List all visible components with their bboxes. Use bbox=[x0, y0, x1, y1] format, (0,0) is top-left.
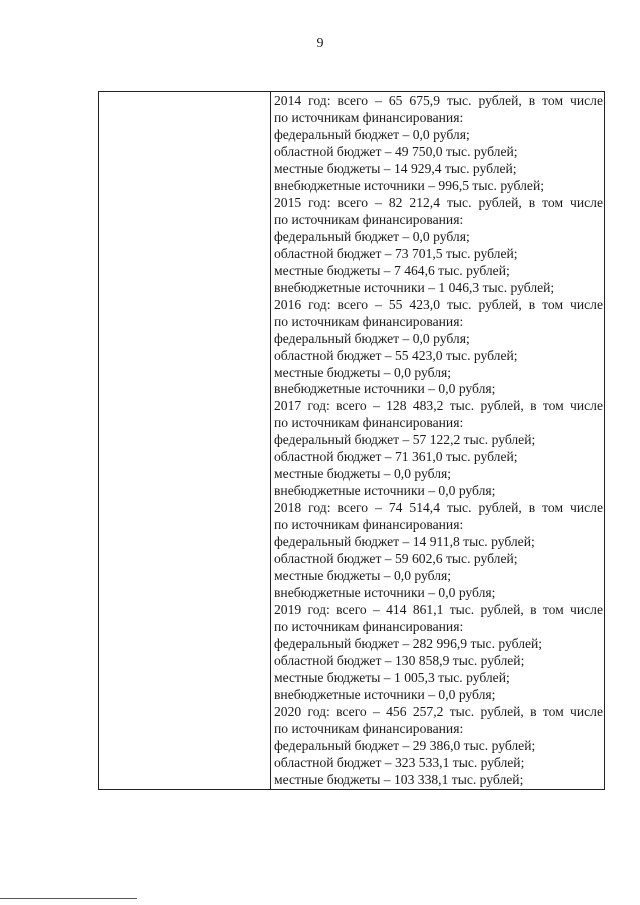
funding-line: областной бюджет – 49 750,0 тыс. рублей; bbox=[274, 143, 518, 159]
funding-line: федеральный бюджет – 14 911,8 тыс. рублей; bbox=[274, 534, 535, 550]
funding-line: по источникам финансирования: bbox=[274, 720, 464, 736]
funding-line: внебюджетные источники – 0,0 рубля; bbox=[274, 585, 496, 601]
funding-line: местные бюджеты – 0,0 рубля; bbox=[274, 568, 452, 584]
funding-line: по источникам финансирования: bbox=[274, 517, 464, 533]
funding-line: по источникам финансирования: bbox=[274, 415, 464, 431]
funding-line: 2014 год: всего – 65 675,9 тыс. рублей, в том числе bbox=[274, 93, 603, 108]
funding-line: областной бюджет – 73 701,5 тыс. рублей; bbox=[274, 245, 518, 261]
funding-line: по источникам финансирования: bbox=[274, 313, 464, 329]
funding-line: по источникам финансирования: bbox=[274, 619, 464, 635]
page-number: 9 bbox=[316, 36, 324, 51]
funding-line: по источникам финансирования: bbox=[274, 109, 464, 125]
funding-line: внебюджетные источники – 0,0 рубля; bbox=[274, 381, 496, 397]
funding-line: областной бюджет – 59 602,6 тыс. рублей; bbox=[274, 551, 518, 567]
funding-line: местные бюджеты – 1 005,3 тыс. рублей; bbox=[274, 669, 510, 685]
funding-line: федеральный бюджет – 282 996,9 тыс. рублей; bbox=[274, 636, 543, 651]
footnote-rule bbox=[0, 898, 137, 899]
funding-line: федеральный бюджет – 0,0 рубля; bbox=[274, 126, 470, 142]
funding-line: внебюджетные источники – 0,0 рубля; bbox=[274, 686, 496, 702]
funding-line: 2017 год: всего – 128 483,2 тыс. рублей, в том числе bbox=[274, 398, 603, 414]
funding-line: 2020 год: всего – 456 257,2 тыс. рублей, в том числе bbox=[274, 703, 603, 719]
funding-line: областной бюджет – 71 361,0 тыс. рублей; bbox=[274, 449, 518, 465]
funding-table bbox=[98, 91, 605, 790]
funding-line: федеральный бюджет – 0,0 рубля; bbox=[274, 228, 470, 244]
funding-line: областной бюджет – 55 423,0 тыс. рублей; bbox=[274, 347, 518, 363]
funding-line: областной бюджет – 323 533,1 тыс. рублей; bbox=[274, 754, 525, 770]
funding-line: местные бюджеты – 103 338,1 тыс. рублей; bbox=[274, 771, 524, 787]
funding-line: 2015 год: всего – 82 212,4 тыс. рублей, в том числе bbox=[274, 194, 603, 210]
column-divider bbox=[270, 92, 271, 789]
funding-line: областной бюджет – 130 858,9 тыс. рублей; bbox=[274, 652, 525, 668]
funding-line: внебюджетные источники – 996,5 тыс. рублей; bbox=[274, 177, 544, 193]
funding-line: 2016 год: всего – 55 423,0 тыс. рублей, в том числе bbox=[274, 296, 603, 312]
funding-line: местные бюджеты – 0,0 рубля; bbox=[274, 364, 452, 380]
funding-line: местные бюджеты – 0,0 рубля; bbox=[274, 466, 452, 482]
funding-line: местные бюджеты – 7 464,6 тыс. рублей; bbox=[274, 262, 510, 278]
funding-line: федеральный бюджет – 57 122,2 тыс. рублей; bbox=[274, 432, 536, 448]
funding-cell bbox=[274, 93, 603, 789]
funding-line: по источникам финансирования: bbox=[274, 211, 464, 227]
funding-line: внебюджетные источники – 1 046,3 тыс. рублей; bbox=[274, 279, 555, 295]
funding-line: внебюджетные источники – 0,0 рубля; bbox=[274, 483, 496, 499]
funding-line: 2018 год: всего – 74 514,4 тыс. рублей, в том числе bbox=[274, 500, 603, 516]
funding-line: федеральный бюджет – 0,0 рубля; bbox=[274, 330, 470, 346]
funding-line: федеральный бюджет – 29 386,0 тыс. рублей; bbox=[274, 737, 536, 753]
funding-line: местные бюджеты – 14 929,4 тыс. рублей; bbox=[274, 160, 517, 176]
funding-line: 2019 год: всего – 414 861,1 тыс. рублей, в том числе bbox=[274, 602, 603, 618]
